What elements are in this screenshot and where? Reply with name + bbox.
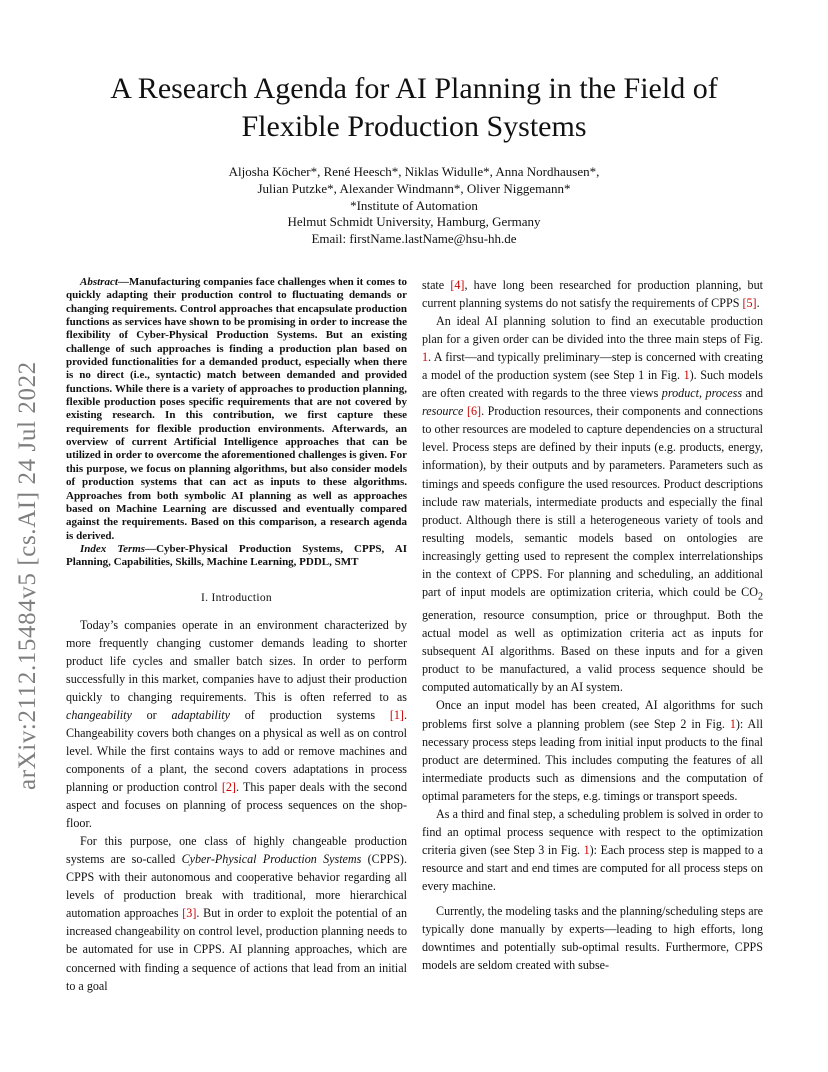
intro-paragraph-4: Once an input model has been created, AI algorithms for such problems first solve a planning problem (see Step 2 in Fig. 1): All necessary process steps leading from initial input products to the final product are determined. This includes computing the features of all intermediate products such as dimensions and the computation of optimal parameters for the steps, e.g. timings or transport speeds. — [422, 698, 763, 803]
author-email: Email: firstName.lastName@hsu-hh.de — [311, 231, 517, 247]
affiliation-institute: *Institute of Automation — [350, 197, 478, 213]
left-column — [66, 276, 407, 995]
right-column — [422, 276, 763, 974]
figure-link[interactable]: 1 — [683, 368, 690, 383]
index-terms-text: —Cyber-Physical Production Systems, CPPS, AI Planning, Capabilities, Skills, Machine Learning, PDDL, SMT — [66, 542, 407, 569]
intro-paragraph-5: As a third and final step, a scheduling problem is solved in order to find an optimal process sequence with respect to the optimization criteria given (see Step 3 in Fig. 1): Each process step is mapped to a resource and start and end times are computed for all process steps on every machine. — [422, 806, 763, 893]
index-terms-label: Index Terms — [80, 542, 146, 555]
citation-link[interactable]: [5] — [742, 296, 757, 311]
affiliation-university: Helmut Schmidt University, Hamburg, Germany — [287, 214, 541, 230]
intro-paragraph-3: An ideal AI planning solution to find an executable production plan for a given order can be divided into the three main steps of Fig. 1. A first—and typically preliminary—step is concerned with creating a model of the production system (see Step 1 in Fig. 1). Such models are often created with regards to the three views product, process and resource [6]. Production resources, their components and connections to other resources are modeled to capture dependencies on a structural level. Process steps are defined by their inputs (e.g. products, energy, information), by their outputs and by parameters. Parameters such as timings and speeds configure the used resources. Product descriptions include raw materials, intermediate products and especially the final product. Although there is still a heterogeneous variety of tools and resulting models, semantic models based on ontologies are increasingly getting used to represent the complex interrelationships in the context of CPPS. For planning and scheduling, an additional part of input models are optimization criteria, which could be $CO_2$ generation, resource consumption, price or throughput. Both the actual model as well as optimization criteria act as inputs for subsequent AI algorithms. Based on these inputs and for a given product to be manufactured, a valid process sequence should be computed automatically by an AI system. — [422, 314, 764, 695]
authors-line-2: Julian Putzke*, Alexander Windmann*, Oliver Niggemann* — [257, 180, 571, 196]
authors-line-1: Aljosha Köcher*, René Heesch*, Niklas Widulle*, Anna Nordhausen*, — [228, 164, 600, 179]
abstract — [66, 276, 407, 543]
intro-paragraph-1: Today’s companies operate in an environment characterized by more frequently changing customer demands leading to shorter product life cycles and smaller batch sizes. In order to perform successfully in this market, companies have to adjust their production quickly to changing requirements. This is often referred to as changeability or adaptability of production systems [1]. Changeability covers both changes on a physical as well as on control level. While the first contains ways to add or remove machines and components of a plant, the second covers adaptations in process planning or production control [2]. This paper deals with the second aspect and focuses on planning of process sequences on the shop-floor. — [66, 617, 407, 831]
abstract-label: Abstract — [80, 276, 118, 288]
citation-link[interactable]: [1] — [389, 707, 404, 722]
figure-link[interactable]: 1 — [583, 842, 590, 857]
citation-link[interactable]: [6] — [466, 404, 482, 419]
index-terms — [66, 543, 407, 570]
citation-link[interactable]: [3] — [182, 906, 197, 921]
subscript: 2 — [757, 591, 763, 603]
author-block — [60, 164, 768, 248]
section-heading-introduction: I. Introduction — [201, 591, 272, 604]
abstract-text: —Manufacturing companies face challenges when it comes to quickly adapting their production control to fluctuating demands or changing requirements. Control approaches that encapsulate production functions as services have shown to be promising in order to increase the flexibility of Cyber-Physical Production Systems. But an existing challenge of such approaches is finding a production plan based on provided functionalities for a demanded product, especially when there is no direct (i.e., syntactic) match between demanded and provided functions. While there is a variety of approaches to production planning, flexible production poses specific requirements that are not covered by existing research. In this contribution, we first capture these requirements for flexible production environments. Afterwards, an overview of current Artificial Intelligence approaches that can be utilized in order to overcome the aforementioned challenges is given. For this purpose, we focus on planning algorithms, but also consider models of production systems that can act as inputs to these algorithms. Approaches from both symbolic AI planning as well as approaches based on Machine Learning are discussed and eventually compared against the requirements. Based on this comparison, a research agenda is derived. — [66, 276, 407, 542]
title-line-1: A Research Agenda for AI Planning in the Field of — [110, 72, 718, 105]
citation-link[interactable]: [4] — [450, 278, 465, 292]
intro-paragraph-2-cont: state [4], have long been researched for production planning, but current planning systems do not satisfy the requirements of CPPS [5]. — [422, 278, 763, 311]
citation-link[interactable]: [2] — [221, 780, 236, 795]
intro-paragraph-2: For this purpose, one class of highly changeable production systems are so-called Cyber-Physical Production Systems (CPPS). CPPS with their autonomous and cooperative behavior regarding all levels of production break with traditional, more hierarchical automation approaches [3]. But in order to exploit the potential of an increased changeability on control level, production planning needs to be automated for use in CPPS. AI planning approaches, which are concerned with finding a sequence of actions that lead from an initial to a goal — [66, 834, 407, 993]
intro-paragraph-6: Currently, the modeling tasks and the planning/scheduling steps are typically done manually by experts—leading to high efforts, long downtimes and potentially sub-optimal results. Furthermore, CPPS models are seldom created with subse- — [422, 904, 763, 973]
title-line-2: Flexible Production Systems — [241, 110, 587, 143]
arxiv-watermark: arXiv:2112.15484v5 [cs.AI] 24 Jul 2022 — [14, 361, 41, 790]
paper-title — [40, 70, 788, 146]
figure-link[interactable]: 1 — [729, 716, 736, 731]
figure-link[interactable]: 1 — [422, 350, 429, 365]
